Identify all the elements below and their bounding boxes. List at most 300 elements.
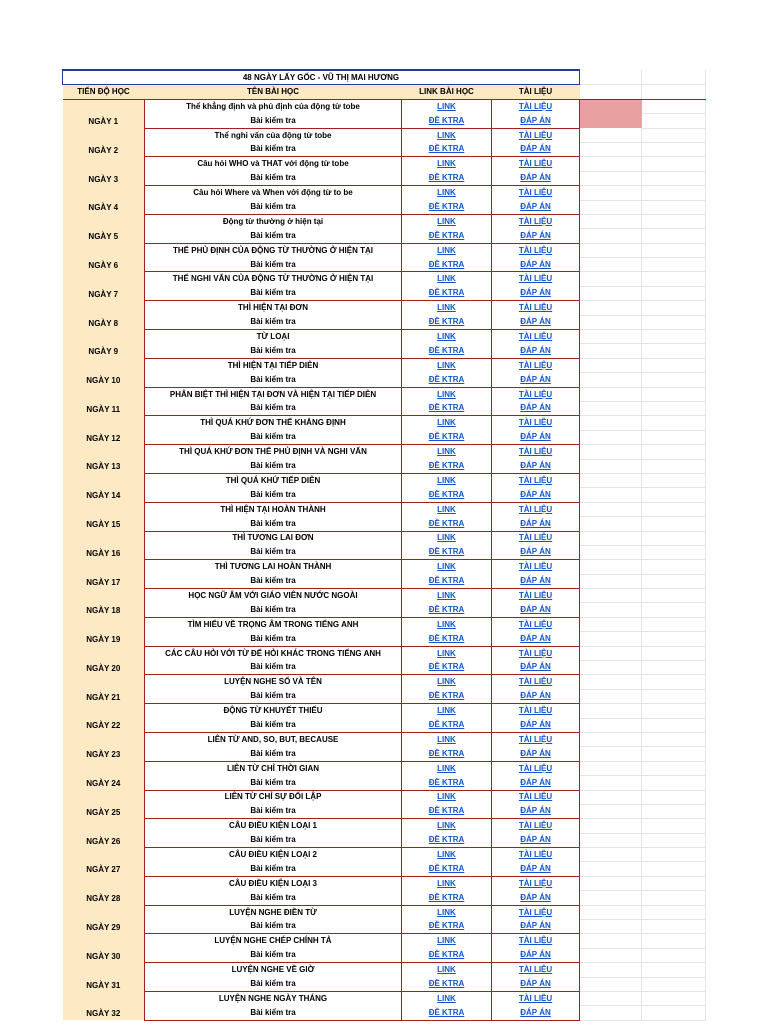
empty-cell[interactable] [642,70,706,85]
lesson-title: LIÊN TỪ AND, SO, BUT, BECAUSE [145,732,402,746]
empty-cell[interactable] [580,157,642,171]
materials-link[interactable]: TÀI LIỆU [492,330,580,344]
lesson-link[interactable]: LINK [402,560,492,574]
test-link[interactable]: ĐỀ KTRA [402,776,492,790]
empty-cell[interactable] [642,445,706,459]
empty-cell[interactable] [580,358,642,372]
empty-cell[interactable] [642,387,706,401]
answer-link[interactable]: ĐÁP ÁN [492,114,580,128]
answer-link[interactable]: ĐÁP ÁN [492,1006,580,1020]
day-label: NGÀY 24 [63,761,145,790]
empty-cell[interactable] [580,330,642,344]
empty-cell[interactable] [580,776,642,790]
lesson-link[interactable]: LINK [402,675,492,689]
empty-cell[interactable] [580,646,642,660]
lesson-link[interactable]: LINK [402,301,492,315]
empty-cell[interactable] [580,992,642,1006]
materials-link[interactable]: TÀI LIỆU [492,560,580,574]
test-link[interactable]: ĐỀ KTRA [402,488,492,502]
empty-cell[interactable] [580,315,642,329]
lesson-row [63,502,706,516]
lesson-link[interactable]: LINK [402,589,492,603]
materials-link[interactable]: TÀI LIỆU [492,99,580,113]
materials-link[interactable]: TÀI LIỆU [492,387,580,401]
empty-cell[interactable] [580,186,642,200]
lesson-link[interactable]: LINK [402,157,492,171]
lesson-link[interactable]: LINK [402,445,492,459]
lesson-link[interactable]: LINK [402,358,492,372]
empty-cell[interactable] [642,819,706,833]
lesson-link[interactable]: LINK [402,272,492,286]
empty-cell[interactable] [580,675,642,689]
materials-link[interactable]: TÀI LIỆU [492,732,580,746]
materials-link[interactable]: TÀI LIỆU [492,214,580,228]
materials-link[interactable]: TÀI LIỆU [492,502,580,516]
materials-link[interactable]: TÀI LIỆU [492,876,580,890]
empty-cell[interactable] [580,243,642,257]
empty-cell[interactable] [642,243,706,257]
test-row [63,200,706,214]
lesson-link[interactable]: LINK [402,761,492,775]
empty-cell[interactable] [580,819,642,833]
empty-cell[interactable] [580,545,642,559]
empty-cell[interactable] [642,963,706,977]
test-link[interactable]: ĐỀ KTRA [402,718,492,732]
empty-cell[interactable] [580,70,642,85]
lesson-link[interactable]: LINK [402,617,492,631]
test-link[interactable]: ĐỀ KTRA [402,401,492,415]
answer-link[interactable]: ĐÁP ÁN [492,718,580,732]
empty-cell[interactable] [580,761,642,775]
empty-cell[interactable] [580,401,642,415]
test-row [63,689,706,703]
empty-cell[interactable] [580,387,642,401]
empty-cell[interactable] [642,934,706,948]
answer-link[interactable]: ĐÁP ÁN [492,574,580,588]
answer-link[interactable]: ĐÁP ÁN [492,258,580,272]
lesson-link[interactable]: LINK [402,531,492,545]
answer-link[interactable]: ĐÁP ÁN [492,344,580,358]
empty-cell[interactable] [642,430,706,444]
empty-cell[interactable] [580,344,642,358]
empty-cell[interactable] [642,114,706,128]
test-link[interactable]: ĐỀ KTRA [402,171,492,185]
lesson-title: THỂ NGHI VẤN CỦA ĐỘNG TỪ THƯỜNG Ở HIỆN TẠI [145,272,402,286]
materials-link[interactable]: TÀI LIỆU [492,646,580,660]
empty-cell[interactable] [642,920,706,934]
materials-link[interactable]: TÀI LIỆU [492,704,580,718]
empty-cell[interactable] [642,330,706,344]
empty-cell[interactable] [642,977,706,991]
answer-link[interactable]: ĐÁP ÁN [492,977,580,991]
materials-link[interactable]: TÀI LIỆU [492,675,580,689]
test-link[interactable]: ĐỀ KTRA [402,862,492,876]
empty-cell[interactable] [642,574,706,588]
empty-cell[interactable] [580,574,642,588]
answer-link[interactable]: ĐÁP ÁN [492,459,580,473]
day-label: NGÀY 22 [63,704,145,733]
empty-cell[interactable] [642,732,706,746]
empty-cell[interactable] [580,517,642,531]
lesson-link[interactable]: LINK [402,876,492,890]
day-label: NGÀY 6 [63,243,145,272]
empty-cell[interactable] [642,459,706,473]
test-label: Bài kiểm tra [145,488,402,502]
empty-cell[interactable] [642,848,706,862]
empty-cell[interactable] [580,531,642,545]
empty-cell[interactable] [642,416,706,430]
empty-cell[interactable] [580,286,642,300]
empty-cell[interactable] [580,718,642,732]
empty-cell[interactable] [580,473,642,487]
empty-cell[interactable] [580,229,642,243]
materials-link[interactable]: TÀI LIỆU [492,272,580,286]
test-link[interactable]: ĐỀ KTRA [402,430,492,444]
test-link[interactable]: ĐỀ KTRA [402,661,492,675]
test-link[interactable]: ĐỀ KTRA [402,689,492,703]
materials-link[interactable]: TÀI LIỆU [492,761,580,775]
answer-link[interactable]: ĐÁP ÁN [492,517,580,531]
test-row [63,401,706,415]
materials-link[interactable]: TÀI LIỆU [492,358,580,372]
lesson-link[interactable]: LINK [402,905,492,919]
empty-cell[interactable] [580,603,642,617]
lesson-link[interactable]: LINK [402,934,492,948]
empty-cell[interactable] [642,301,706,315]
answer-link[interactable]: ĐÁP ÁN [492,373,580,387]
empty-cell[interactable] [642,157,706,171]
empty-cell[interactable] [642,905,706,919]
empty-cell[interactable] [642,517,706,531]
answer-link[interactable]: ĐÁP ÁN [492,661,580,675]
empty-cell[interactable] [580,934,642,948]
empty-cell[interactable] [642,99,706,113]
empty-cell[interactable] [580,502,642,516]
test-link[interactable]: ĐỀ KTRA [402,920,492,934]
empty-cell[interactable] [580,373,642,387]
answer-link[interactable]: ĐÁP ÁN [492,776,580,790]
test-row [63,430,706,444]
header-lesson-link: LINK BÀI HỌC [402,85,492,99]
empty-cell[interactable] [580,833,642,847]
empty-cell[interactable] [642,632,706,646]
test-link[interactable]: ĐỀ KTRA [402,603,492,617]
empty-cell[interactable] [580,430,642,444]
answer-link[interactable]: ĐÁP ÁN [492,286,580,300]
empty-cell[interactable] [642,747,706,761]
lesson-title: TÌM HIỂU VỀ TRỌNG ÂM TRONG TIẾNG ANH [145,617,402,631]
empty-cell[interactable] [580,560,642,574]
empty-cell[interactable] [642,992,706,1006]
test-link[interactable]: ĐỀ KTRA [402,747,492,761]
empty-cell[interactable] [580,114,642,128]
empty-cell[interactable] [642,603,706,617]
empty-cell[interactable] [580,876,642,890]
empty-cell[interactable] [580,488,642,502]
day-label: NGÀY 17 [63,560,145,589]
empty-cell[interactable] [642,776,706,790]
empty-cell[interactable] [580,891,642,905]
empty-cell[interactable] [580,301,642,315]
empty-cell[interactable] [580,963,642,977]
lesson-row [63,272,706,286]
lesson-row [63,819,706,833]
empty-cell[interactable] [642,142,706,156]
empty-cell[interactable] [580,214,642,228]
lesson-link[interactable]: LINK [402,502,492,516]
empty-cell[interactable] [642,488,706,502]
empty-cell[interactable] [642,85,706,99]
empty-cell[interactable] [642,876,706,890]
test-row [63,833,706,847]
lesson-title: THÌ TƯƠNG LAI HOÀN THÀNH [145,560,402,574]
lesson-link[interactable]: LINK [402,848,492,862]
empty-cell[interactable] [642,1006,706,1020]
materials-link[interactable]: TÀI LIỆU [492,790,580,804]
test-link[interactable]: ĐỀ KTRA [402,833,492,847]
empty-cell[interactable] [580,704,642,718]
empty-cell[interactable] [642,862,706,876]
day-label: NGÀY 13 [63,445,145,474]
lesson-link[interactable]: LINK [402,992,492,1006]
materials-link[interactable]: TÀI LIỆU [492,905,580,919]
test-row [63,545,706,559]
test-label: Bài kiểm tra [145,517,402,531]
empty-cell[interactable] [642,790,706,804]
answer-link[interactable]: ĐÁP ÁN [492,401,580,415]
answer-link[interactable]: ĐÁP ÁN [492,948,580,962]
lesson-link[interactable]: LINK [402,416,492,430]
header-materials: TÀI LIỆU [492,85,580,99]
empty-cell[interactable] [642,531,706,545]
lesson-link[interactable]: LINK [402,387,492,401]
materials-link[interactable]: TÀI LIỆU [492,848,580,862]
empty-cell[interactable] [580,632,642,646]
empty-cell[interactable] [642,401,706,415]
answer-link[interactable]: ĐÁP ÁN [492,142,580,156]
lesson-link[interactable]: LINK [402,99,492,113]
answer-link[interactable]: ĐÁP ÁN [492,488,580,502]
empty-cell[interactable] [580,689,642,703]
test-link[interactable]: ĐỀ KTRA [402,977,492,991]
answer-link[interactable]: ĐÁP ÁN [492,229,580,243]
empty-cell[interactable] [580,445,642,459]
test-link[interactable]: ĐỀ KTRA [402,545,492,559]
materials-link[interactable]: TÀI LIỆU [492,186,580,200]
empty-cell[interactable] [580,258,642,272]
answer-link[interactable]: ĐÁP ÁN [492,891,580,905]
empty-cell[interactable] [580,459,642,473]
empty-cell[interactable] [580,790,642,804]
materials-link[interactable]: TÀI LIỆU [492,531,580,545]
materials-link[interactable]: TÀI LIỆU [492,617,580,631]
lesson-link[interactable]: LINK [402,214,492,228]
empty-cell[interactable] [580,661,642,675]
lesson-link[interactable]: LINK [402,732,492,746]
empty-cell[interactable] [642,560,706,574]
materials-link[interactable]: TÀI LIỆU [492,589,580,603]
empty-cell[interactable] [642,502,706,516]
test-label: Bài kiểm tra [145,286,402,300]
empty-cell[interactable] [642,761,706,775]
answer-link[interactable]: ĐÁP ÁN [492,747,580,761]
empty-cell[interactable] [642,646,706,660]
test-link[interactable]: ĐỀ KTRA [402,948,492,962]
day-label: NGÀY 11 [63,387,145,416]
answer-link[interactable]: ĐÁP ÁN [492,171,580,185]
empty-cell[interactable] [642,258,706,272]
empty-cell[interactable] [642,589,706,603]
answer-link[interactable]: ĐÁP ÁN [492,632,580,646]
lesson-title: THỂ PHỦ ĐỊNH CỦA ĐỘNG TỪ THƯỜNG Ở HIỆN TẠI [145,243,402,257]
empty-cell[interactable] [580,416,642,430]
empty-cell[interactable] [642,473,706,487]
lesson-link[interactable]: LINK [402,243,492,257]
empty-cell[interactable] [642,804,706,818]
lesson-link[interactable]: LINK [402,790,492,804]
materials-link[interactable]: TÀI LIỆU [492,992,580,1006]
answer-link[interactable]: ĐÁP ÁN [492,603,580,617]
answer-link[interactable]: ĐÁP ÁN [492,862,580,876]
materials-link[interactable]: TÀI LIỆU [492,416,580,430]
lesson-link[interactable]: LINK [402,704,492,718]
test-link[interactable]: ĐỀ KTRA [402,315,492,329]
empty-cell[interactable] [580,85,642,99]
lesson-link[interactable]: LINK [402,186,492,200]
lesson-row [63,617,706,631]
empty-cell[interactable] [580,848,642,862]
empty-cell[interactable] [580,862,642,876]
lesson-title: THÌ QUÁ KHỨ TIẾP DIỄN [145,473,402,487]
empty-cell[interactable] [580,920,642,934]
answer-link[interactable]: ĐÁP ÁN [492,200,580,214]
test-link[interactable]: ĐỀ KTRA [402,229,492,243]
answer-link[interactable]: ĐÁP ÁN [492,804,580,818]
empty-cell[interactable] [580,948,642,962]
empty-cell[interactable] [642,200,706,214]
test-link[interactable]: ĐỀ KTRA [402,804,492,818]
day-label: NGÀY 19 [63,617,145,646]
empty-cell[interactable] [580,128,642,142]
empty-cell[interactable] [580,272,642,286]
empty-cell[interactable] [642,186,706,200]
test-link[interactable]: ĐỀ KTRA [402,258,492,272]
empty-cell[interactable] [642,661,706,675]
test-row [63,114,706,128]
answer-link[interactable]: ĐÁP ÁN [492,430,580,444]
empty-cell[interactable] [580,142,642,156]
lesson-link[interactable]: LINK [402,330,492,344]
test-row [63,315,706,329]
test-link[interactable]: ĐỀ KTRA [402,891,492,905]
empty-cell[interactable] [580,804,642,818]
empty-cell[interactable] [642,358,706,372]
test-label: Bài kiểm tra [145,171,402,185]
lesson-link[interactable]: LINK [402,646,492,660]
test-link[interactable]: ĐỀ KTRA [402,200,492,214]
test-row [63,776,706,790]
materials-link[interactable]: TÀI LIỆU [492,157,580,171]
empty-cell[interactable] [580,977,642,991]
answer-link[interactable]: ĐÁP ÁN [492,545,580,559]
empty-cell[interactable] [642,675,706,689]
lesson-link[interactable]: LINK [402,963,492,977]
lesson-title: TỪ LOẠI [145,330,402,344]
materials-link[interactable]: TÀI LIỆU [492,819,580,833]
empty-cell[interactable] [642,948,706,962]
lesson-link[interactable]: LINK [402,128,492,142]
test-link[interactable]: ĐỀ KTRA [402,1006,492,1020]
materials-link[interactable]: TÀI LIỆU [492,128,580,142]
empty-cell[interactable] [642,315,706,329]
answer-link[interactable]: ĐÁP ÁN [492,315,580,329]
test-row [63,488,706,502]
empty-cell[interactable] [642,272,706,286]
test-link[interactable]: ĐỀ KTRA [402,459,492,473]
materials-link[interactable]: TÀI LIỆU [492,963,580,977]
test-link[interactable]: ĐỀ KTRA [402,142,492,156]
empty-cell[interactable] [642,214,706,228]
empty-cell[interactable] [642,689,706,703]
test-link[interactable]: ĐỀ KTRA [402,344,492,358]
empty-cell[interactable] [580,99,642,113]
lesson-title: Thể khẳng định và phủ định của động từ tobe [145,99,402,113]
empty-cell[interactable] [580,732,642,746]
empty-cell[interactable] [642,718,706,732]
empty-cell[interactable] [642,229,706,243]
empty-cell[interactable] [580,1006,642,1020]
empty-cell[interactable] [580,589,642,603]
materials-link[interactable]: TÀI LIỆU [492,445,580,459]
empty-cell[interactable] [580,747,642,761]
test-link[interactable]: ĐỀ KTRA [402,373,492,387]
test-link[interactable]: ĐỀ KTRA [402,574,492,588]
answer-link[interactable]: ĐÁP ÁN [492,920,580,934]
empty-cell[interactable] [642,171,706,185]
empty-cell[interactable] [580,905,642,919]
materials-link[interactable]: TÀI LIỆU [492,473,580,487]
lesson-link[interactable]: LINK [402,473,492,487]
empty-cell[interactable] [642,128,706,142]
empty-cell[interactable] [642,344,706,358]
materials-link[interactable]: TÀI LIỆU [492,934,580,948]
answer-link[interactable]: ĐÁP ÁN [492,689,580,703]
lesson-title: THÌ HIỆN TẠI HOÀN THÀNH [145,502,402,516]
lesson-title: CÁC CÂU HỎI VỚI TỪ ĐỂ HỎI KHÁC TRONG TIẾNG ANH [145,646,402,660]
empty-cell[interactable] [642,833,706,847]
materials-link[interactable]: TÀI LIỆU [492,243,580,257]
test-link[interactable]: ĐỀ KTRA [402,286,492,300]
empty-cell[interactable] [642,617,706,631]
empty-cell[interactable] [580,200,642,214]
test-link[interactable]: ĐỀ KTRA [402,632,492,646]
empty-cell[interactable] [642,704,706,718]
lesson-row [63,416,706,430]
empty-cell[interactable] [642,545,706,559]
lesson-row [63,905,706,919]
empty-cell[interactable] [642,891,706,905]
answer-link[interactable]: ĐÁP ÁN [492,833,580,847]
empty-cell[interactable] [642,286,706,300]
test-link[interactable]: ĐỀ KTRA [402,114,492,128]
empty-cell[interactable] [642,373,706,387]
test-row [63,661,706,675]
lesson-link[interactable]: LINK [402,819,492,833]
materials-link[interactable]: TÀI LIỆU [492,301,580,315]
test-link[interactable]: ĐỀ KTRA [402,517,492,531]
empty-cell[interactable] [580,617,642,631]
empty-cell[interactable] [580,171,642,185]
